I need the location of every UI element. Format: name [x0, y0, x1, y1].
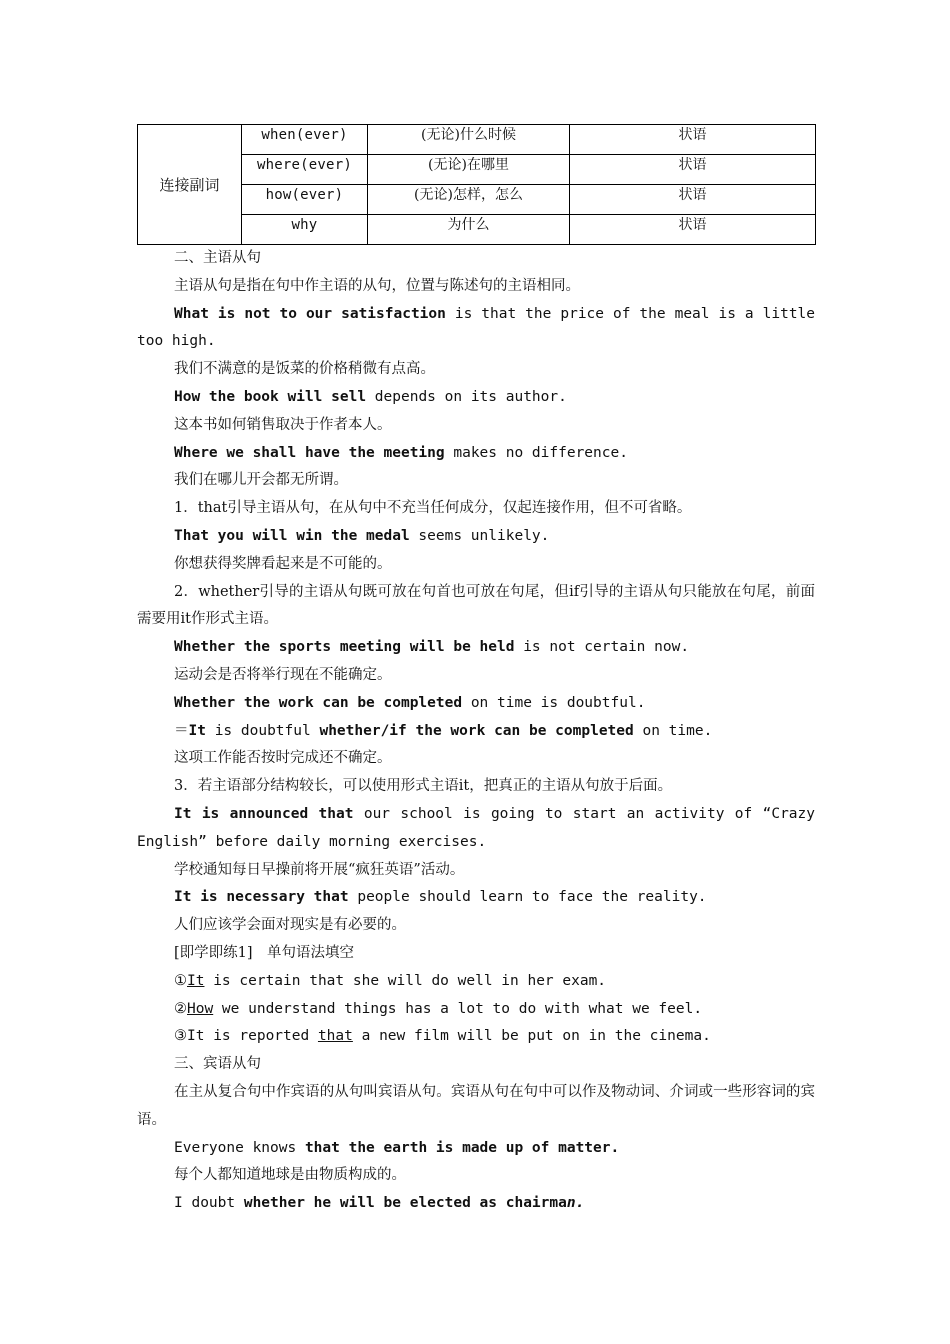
table-cell-meaning: (无论)怎样，怎么	[368, 185, 570, 215]
example-sentence: That you will win the medal seems unlikely.	[174, 527, 550, 544]
table-cell-word: how(ever)	[242, 185, 368, 215]
table-cell-word: why	[242, 215, 368, 245]
answer-blank: How	[187, 1000, 214, 1017]
section-heading-subject-clause: 二、主语从句	[174, 250, 261, 266]
example-sentence: Whether the work can be completed on time is doubtful.	[174, 694, 646, 711]
example-translation: 我们不满意的是饭菜的价格稍微有点高。	[174, 361, 435, 378]
paragraph: 主语从句是指在句中作主语的从句，位置与陈述句的主语相同。	[174, 277, 580, 294]
example-sentence: How the book will sell depends on its author.	[174, 388, 567, 405]
example-sentence: I doubt whether he will be elected as chairman.	[174, 1195, 585, 1212]
example-translation: 这项工作能否按时完成还不确定。	[174, 750, 392, 767]
answer-blank: It	[187, 972, 205, 989]
table-cell-meaning: 为什么	[368, 215, 570, 245]
practice-item: ③It is reported that a new film will be put on in the cinema.	[174, 1028, 711, 1045]
document-page	[137, 124, 815, 1218]
rule-paragraph: 1．that引导主语从句，在从句中不充当任何成分，仅起连接作用，但不可省略。	[174, 500, 692, 517]
example-translation: 我们在哪儿开会都无所谓。	[174, 472, 348, 489]
example-sentence: What is not to our satisfaction is that the price of the meal is a little too high.	[137, 305, 816, 350]
example-translation: 这本书如何销售取决于作者本人。	[174, 416, 392, 433]
example-sentence: ＝It is doubtful whether/if the work can be completed on time.	[174, 722, 713, 739]
table-cell-meaning: (无论)什么时候	[368, 125, 570, 155]
table-cell-role: 状语	[570, 185, 816, 215]
example-sentence: It is announced that our school is going to start an activity of “Crazy English” before daily morning exercises.	[137, 805, 815, 850]
table-cell-meaning: (无论)在哪里	[368, 155, 570, 185]
example-sentence: Everyone knows that the earth is made up of matter.	[174, 1139, 620, 1156]
table-group-label: 连接副词	[138, 125, 242, 245]
example-sentence: Where we shall have the meeting makes no difference.	[174, 444, 628, 461]
rule-paragraph: 2．whether引导的主语从句既可放在句首也可放在句尾，但if引导的主语从句只能放在句尾，前面需要用it作形式主语。	[137, 583, 815, 628]
practice-item: ②How we understand things has a lot to do with what we feel.	[174, 1000, 703, 1017]
example-sentence: Whether the sports meeting will be held is not certain now.	[174, 639, 690, 656]
practice-title: [即学即练1] 单句语法填空	[174, 944, 355, 961]
example-translation: 学校通知每日早操前将开展“疯狂英语”活动。	[174, 861, 465, 878]
paragraph: 在主从复合句中作宾语的从句叫宾语从句。宾语从句在句中可以作及物动词、介词或一些形容词的宾语。	[137, 1083, 815, 1128]
table-cell-word: when(ever)	[242, 125, 368, 155]
table-row	[138, 125, 816, 155]
example-translation: 人们应该学会面对现实是有必要的。	[174, 917, 406, 934]
example-translation: 运动会是否将举行现在不能确定。	[174, 666, 392, 683]
table-cell-role: 状语	[570, 215, 816, 245]
example-translation: 每个人都知道地球是由物质构成的。	[174, 1167, 406, 1184]
table-cell-role: 状语	[570, 155, 816, 185]
connective-adverb-table	[137, 124, 816, 245]
answer-blank: that	[317, 1028, 353, 1045]
table-cell-role: 状语	[570, 125, 816, 155]
example-translation: 你想获得奖牌看起来是不可能的。	[174, 555, 392, 572]
table-cell-word: where(ever)	[242, 155, 368, 185]
rule-paragraph: 3．若主语部分结构较长，可以使用形式主语it，把真正的主语从句放于后面。	[174, 778, 673, 795]
practice-item: ①It is certain that she will do well in her exam.	[174, 972, 607, 989]
section-heading-object-clause: 三、宾语从句	[174, 1056, 261, 1073]
example-sentence: It is necessary that people should learn to face the reality.	[174, 889, 707, 906]
